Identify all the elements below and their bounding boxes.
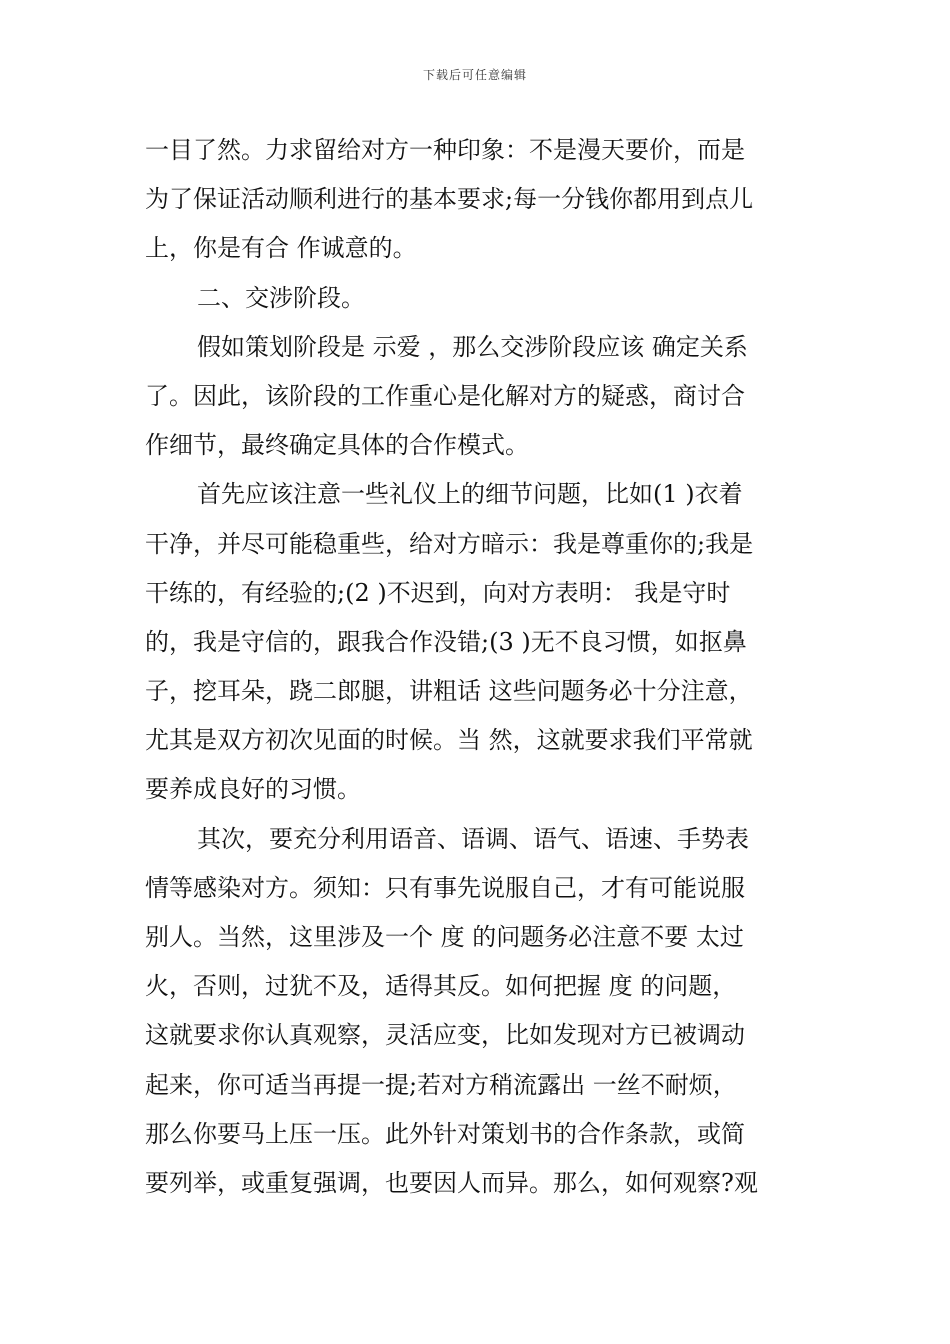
text-line: 尤其是双方初次见面的时候。当 然，这就要求我们平常就 xyxy=(145,726,753,755)
text-line: 别人。当然，这里涉及一个 度 的问题务必注意不要 太过 xyxy=(145,923,744,951)
paragraph-start: 首先应该注意一些礼仪上的细节问题，比如(1 )衣着 xyxy=(197,480,743,509)
text-line: 这就要求你认真观察，灵活应变，比如发现对方已被调动 xyxy=(145,1021,745,1050)
text-line: 一目了然。力求留给对方一种印象：不是漫天要价，而是 xyxy=(145,136,745,164)
text-line: 子，挖耳朵，跷二郎腿，讲粗话 这些问题务必十分注意， xyxy=(145,677,753,706)
text-line: 干净，并尽可能稳重些，给对方暗示：我是尊重你的;我是 xyxy=(145,529,754,558)
text-line: 那么你要马上压一压。此外针对策划书的合作条款，或简 xyxy=(145,1119,745,1148)
text-line: 火，否则，过犹不及，适得其反。如何把握 度 的问题， xyxy=(145,972,737,1001)
paragraph-start: 其次，要充分利用语音、语调、语气、语速、手势表 xyxy=(197,824,749,853)
text-line: 要列举，或重复强调，也要因人而异。那么，如何观察?观 xyxy=(145,1168,758,1197)
text-line: 为了保证活动顺利进行的基本要求;每一分钱你都用到点儿 xyxy=(145,185,754,214)
paragraph-start: 假如策划阶段是 示爱 ，那么交涉阶段应该 确定关系 xyxy=(197,332,748,361)
text-line: 情等感染对方。须知：只有事先说服自己，才有可能说服 xyxy=(145,873,745,902)
text-line: 了。因此，该阶段的工作重心是化解对方的疑惑，商讨合 xyxy=(145,381,745,410)
text-line: 干练的，有经验的;(2 )不迟到，向对方表明： 我是守时 xyxy=(145,578,731,607)
text-line: 的，我是守信的，跟我合作没错;(3 )无不良习惯，如抠鼻 xyxy=(145,627,747,656)
section-heading: 二、交涉阶段。 xyxy=(197,283,365,312)
document-body xyxy=(145,126,810,1208)
text-line: 起来，你可适当再提一提;若对方稍流露出 一丝不耐烦， xyxy=(145,1070,737,1099)
text-line: 上，你是有合 作诚意的。 xyxy=(145,234,417,263)
text-line: 要养成良好的习惯。 xyxy=(145,775,361,804)
text-line: 作细节，最终确定具体的合作模式。 xyxy=(145,431,529,460)
page-header: 下载后可任意编辑 xyxy=(422,68,527,82)
